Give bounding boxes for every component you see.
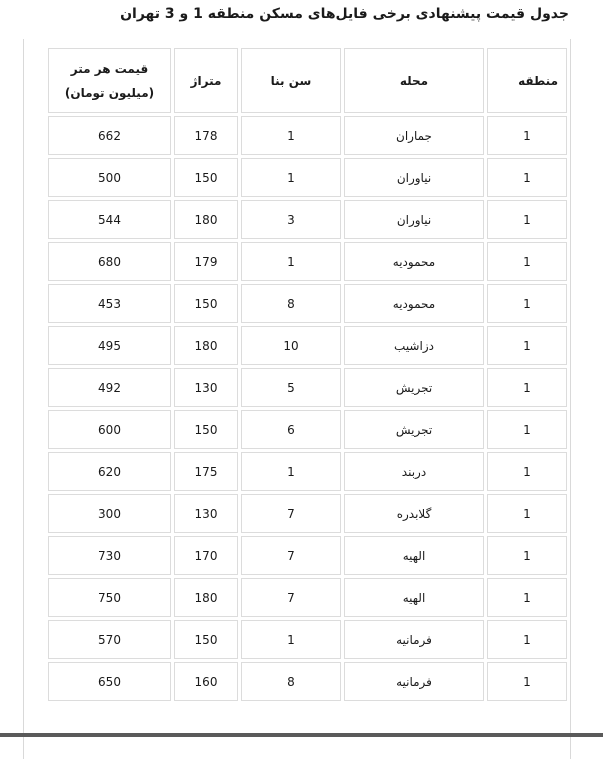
cell-size: 150 <box>174 620 238 659</box>
table-row <box>48 536 567 575</box>
header-price <box>48 48 171 113</box>
cell-size: 170 <box>174 536 238 575</box>
cell-area: 1 <box>487 536 567 575</box>
cell-price: 492 <box>48 368 171 407</box>
cell-neighborhood: تجریش <box>344 410 484 449</box>
cell-price: 662 <box>48 116 171 155</box>
cell-size: 180 <box>174 578 238 617</box>
table-row <box>48 662 567 701</box>
cell-area: 1 <box>487 620 567 659</box>
cell-size: 160 <box>174 662 238 701</box>
cell-neighborhood: گلابدره <box>344 494 484 533</box>
cell-size: 150 <box>174 284 238 323</box>
table-row <box>48 368 567 407</box>
table-row <box>48 284 567 323</box>
cell-price: 570 <box>48 620 171 659</box>
cell-neighborhood: نیاوران <box>344 200 484 239</box>
header-area: منطقه <box>487 48 567 113</box>
cell-size: 180 <box>174 200 238 239</box>
cell-size: 180 <box>174 326 238 365</box>
table-row <box>48 116 567 155</box>
cell-age: 1 <box>241 242 341 281</box>
cell-area: 1 <box>487 284 567 323</box>
cell-age: 7 <box>241 494 341 533</box>
cell-neighborhood: جماران <box>344 116 484 155</box>
cell-age: 1 <box>241 452 341 491</box>
cell-price: 620 <box>48 452 171 491</box>
cell-area: 1 <box>487 578 567 617</box>
cell-age: 1 <box>241 116 341 155</box>
cell-age: 10 <box>241 326 341 365</box>
header-price-line1: قیمت هر متر <box>70 61 149 76</box>
cell-neighborhood: نیاوران <box>344 158 484 197</box>
cell-price: 300 <box>48 494 171 533</box>
cell-size: 179 <box>174 242 238 281</box>
header-neighborhood: محله <box>344 48 484 113</box>
cell-area: 1 <box>487 158 567 197</box>
cell-area: 1 <box>487 242 567 281</box>
table-row <box>48 620 567 659</box>
cell-age: 7 <box>241 578 341 617</box>
cell-age: 7 <box>241 536 341 575</box>
cell-neighborhood: الهیه <box>344 578 484 617</box>
cell-neighborhood: فرمانیه <box>344 620 484 659</box>
cell-size: 175 <box>174 452 238 491</box>
cell-price: 500 <box>48 158 171 197</box>
cell-age: 5 <box>241 368 341 407</box>
table-row <box>48 200 567 239</box>
cell-area: 1 <box>487 452 567 491</box>
cell-age: 1 <box>241 158 341 197</box>
cell-neighborhood: فرمانیه <box>344 662 484 701</box>
cell-area: 1 <box>487 662 567 701</box>
cell-neighborhood: دربند <box>344 452 484 491</box>
cell-age: 8 <box>241 284 341 323</box>
cell-price: 650 <box>48 662 171 701</box>
cell-area: 1 <box>487 410 567 449</box>
table-row <box>48 410 567 449</box>
cell-size: 178 <box>174 116 238 155</box>
table-header-row <box>48 48 567 113</box>
page-title: جدول قیمت پیشنهادی برخی فایل‌های مسکن منطقه 1 و 3 تهران <box>120 6 569 22</box>
table-row <box>48 326 567 365</box>
cell-neighborhood: الهیه <box>344 536 484 575</box>
cell-price: 600 <box>48 410 171 449</box>
cell-size: 150 <box>174 410 238 449</box>
cell-size: 130 <box>174 494 238 533</box>
cell-price: 730 <box>48 536 171 575</box>
cell-neighborhood: محمودیه <box>344 242 484 281</box>
cell-price: 495 <box>48 326 171 365</box>
cell-neighborhood: تجریش <box>344 368 484 407</box>
cell-price: 453 <box>48 284 171 323</box>
cell-neighborhood: محمودیه <box>344 284 484 323</box>
header-age: سن بنا <box>241 48 341 113</box>
cell-area: 1 <box>487 494 567 533</box>
cell-price: 750 <box>48 578 171 617</box>
cell-neighborhood: دزاشیب <box>344 326 484 365</box>
header-size: متراژ <box>174 48 238 113</box>
price-table <box>45 45 570 704</box>
cell-area: 1 <box>487 200 567 239</box>
cell-area: 1 <box>487 368 567 407</box>
cell-area: 1 <box>487 326 567 365</box>
cell-age: 3 <box>241 200 341 239</box>
cell-price: 680 <box>48 242 171 281</box>
cell-price: 544 <box>48 200 171 239</box>
bottom-scrollbar-edge <box>0 733 603 737</box>
cell-size: 130 <box>174 368 238 407</box>
header-price-line2: (میلیون تومان) <box>64 85 155 100</box>
cell-age: 1 <box>241 620 341 659</box>
cell-age: 8 <box>241 662 341 701</box>
table-row <box>48 242 567 281</box>
table-row <box>48 494 567 533</box>
table-row <box>48 578 567 617</box>
cell-age: 6 <box>241 410 341 449</box>
table-row <box>48 158 567 197</box>
table-row <box>48 452 567 491</box>
cell-area: 1 <box>487 116 567 155</box>
cell-size: 150 <box>174 158 238 197</box>
